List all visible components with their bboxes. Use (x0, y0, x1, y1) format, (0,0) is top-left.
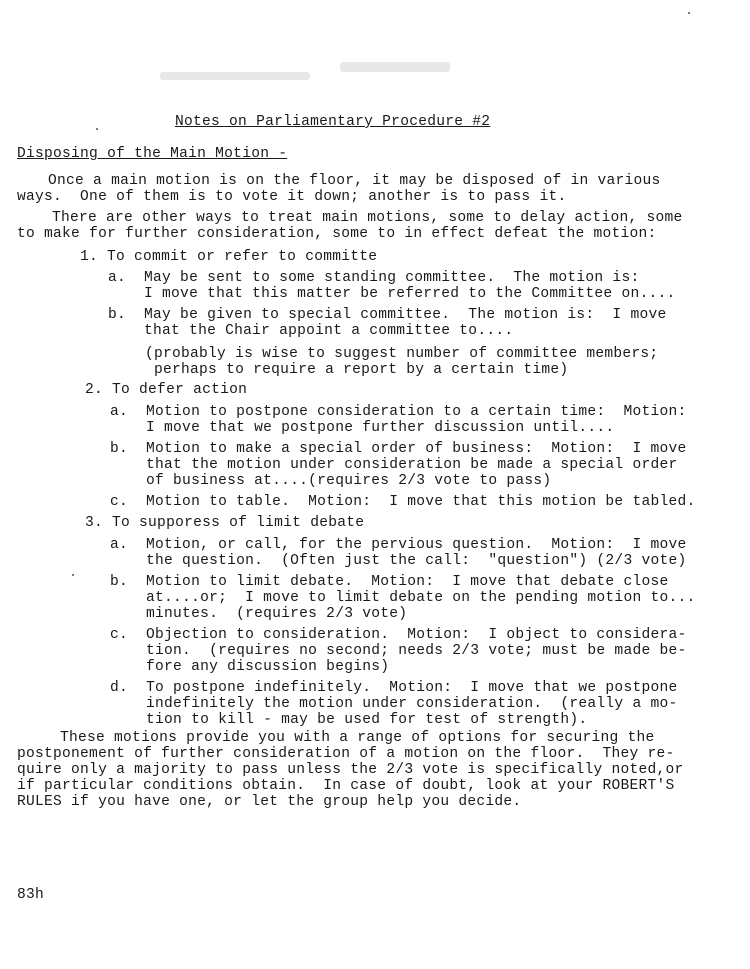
sub-item-line: I move that this matter be referred to the Committee on.... (108, 286, 676, 302)
scan-speck (96, 128, 98, 130)
sub-item-line: a. Motion to postpone consideration to a certain time: Motion: (110, 404, 687, 420)
sub-item-line: tion to kill - may be used for test of strength). (110, 712, 588, 728)
paragraph-line: if particular conditions obtain. In case of doubt, look at your ROBERT'S (17, 778, 675, 794)
sub-item-line: b. Motion to make a special order of business: Motion: I move (110, 441, 687, 457)
sub-item-line: minutes. (requires 2/3 vote) (110, 606, 408, 622)
sub-item-line: c. Motion to table. Motion: I move that this motion be tabled. (110, 494, 696, 510)
sub-item-line: a. Motion, or call, for the pervious question. Motion: I move (110, 537, 687, 553)
sub-item-line: at....or; I move to limit debate on the pending motion to... (110, 590, 696, 606)
note-line: perhaps to require a report by a certain time) (145, 362, 569, 378)
sub-item-line: that the Chair appoint a committee to.... (108, 323, 514, 339)
paragraph-line: There are other ways to treat main motions, some to delay action, some (52, 210, 683, 226)
section-heading: Disposing of the Main Motion - (17, 146, 288, 162)
list-item-label: 3. To supporess of limit debate (85, 515, 365, 531)
sub-item-line: b. Motion to limit debate. Motion: I move that debate close (110, 574, 669, 590)
scan-smudge (340, 62, 450, 72)
scan-smudge (160, 72, 310, 80)
note-line: (probably is wise to suggest number of committee members; (145, 346, 659, 362)
list-item-label: 2. To defer action (85, 382, 248, 398)
paragraph-line: to make for further consideration, some to in effect defeat the motion: (17, 226, 657, 242)
sub-item-line: that the motion under consideration be made a special order (110, 457, 678, 473)
paragraph-line: quire only a majority to pass unless the 2/3 vote is specifically noted,or (17, 762, 684, 778)
sub-item-line: of business at....(requires 2/3 vote to pass) (110, 473, 552, 489)
sub-item-line: a. May be sent to some standing committee. The motion is: (108, 270, 640, 286)
page-title: Notes on Parliamentary Procedure #2 (175, 114, 491, 130)
sub-item-line: fore any discussion begins) (110, 659, 390, 675)
sub-item-line: indefinitely the motion under consideration. (really a mo- (110, 696, 678, 712)
list-item-label: 1. To commit or refer to committe (80, 249, 378, 265)
paragraph-line: Once a main motion is on the floor, it may be disposed of in various (30, 173, 661, 189)
sub-item-line: I move that we postpone further discussion until.... (110, 420, 615, 436)
sub-item-line: b. May be given to special committee. The motion is: I move (108, 307, 667, 323)
scan-speck (688, 12, 690, 14)
sub-item-line: tion. (requires no second; needs 2/3 vote; must be made be- (110, 643, 687, 659)
paragraph-line: postponement of further consideration of a motion on the floor. They re- (17, 746, 675, 762)
paragraph-line: These motions provide you with a range of options for securing the (60, 730, 655, 746)
paragraph-line: ways. One of them is to vote it down; another is to pass it. (17, 189, 567, 205)
sub-item-line: d. To postpone indefinitely. Motion: I move that we postpone (110, 680, 678, 696)
sub-item-line: the question. (Often just the call: "question") (2/3 vote) (110, 553, 687, 569)
page-number: 83h (17, 887, 45, 903)
paragraph-line: RULES if you have one, or let the group help you decide. (17, 794, 522, 810)
sub-item-line: c. Objection to consideration. Motion: I object to considera- (110, 627, 687, 643)
scan-speck (72, 574, 74, 576)
